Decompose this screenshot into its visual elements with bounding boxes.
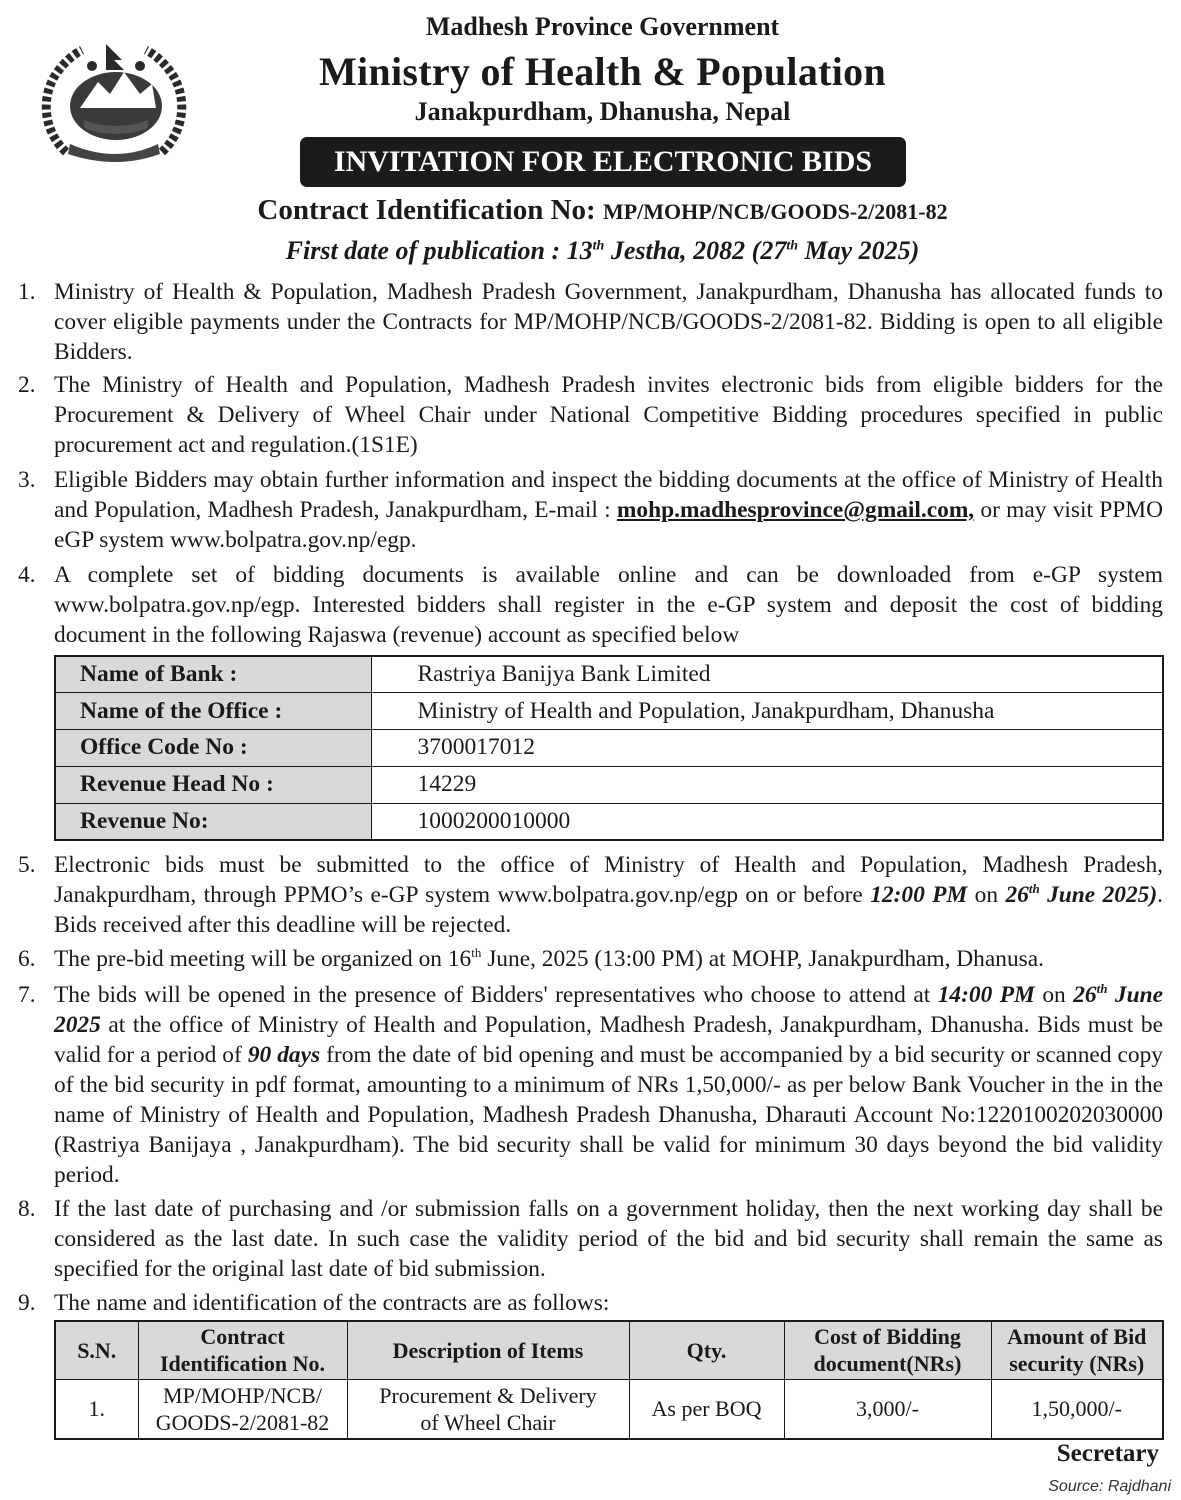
table-value: 1000200010000 <box>371 803 1163 840</box>
clause-text: or may visit PPMO eGP system www.bolpatra.gov.np/egp. <box>54 497 1163 553</box>
header-line: Contract <box>200 1324 285 1350</box>
col-header-sn: S.N. <box>55 1321 138 1379</box>
table-label: Name of Bank : <box>55 656 371 693</box>
clause-number: 7. <box>18 982 36 1008</box>
publication-date <box>0 236 1181 266</box>
table-value: Rastriya Banijya Bank Limited <box>371 656 1163 693</box>
contracts-table <box>54 1320 1164 1440</box>
cell-contract-id <box>138 1379 347 1439</box>
table-row <box>55 656 1163 693</box>
table-row <box>55 1379 1163 1439</box>
validity-days: 90 days <box>247 1042 321 1068</box>
ordinal-sup: th <box>1028 881 1040 897</box>
pub-date-end: May 2025) <box>798 236 920 265</box>
contract-id-number: MP/MOHP/NCB/GOODS-2/2081-82 <box>602 199 948 224</box>
header-line: Identification No. <box>160 1351 325 1377</box>
table-value: Ministry of Health and Population, Janakpurdham, Dhanusha <box>371 693 1163 730</box>
clause-number: 2. <box>18 372 36 398</box>
source-credit: Source: Rajdhani <box>1048 1478 1171 1495</box>
contract-id-label: Contract Identification No: <box>257 194 596 226</box>
clause-text: . Bids received after this deadline will be rejected. <box>54 882 1163 938</box>
clause-3 <box>18 465 1163 555</box>
pub-date-label: First date of publication : 13 <box>285 236 593 265</box>
clause-8 <box>18 1194 1163 1284</box>
ordinal-sup: th <box>1096 981 1108 997</box>
clause-number: 1. <box>18 279 36 305</box>
cell-line: MP/MOHP/NCB/ <box>163 1382 322 1408</box>
deadline-date: 26 <box>1005 882 1029 908</box>
clause-2 <box>18 370 1163 460</box>
invitation-banner: INVITATION FOR ELECTRONIC BIDS <box>300 137 906 187</box>
clause-text: from the date of bid opening and must be accompanied by a bid security or scanned copy of the bid security in pdf format, amounting to a minimum of NRs 1,50,000/- as per below Bank Voucher in the in the name of Ministry of Health and Population, Madhesh Pradesh Dhanusha, Dharauti Account No:1220100202030000 (Rastriya Banijaya , Janakpurdham). The bid security shall be valid for minimum 30 days beyond the bid validity period. <box>54 1042 1164 1188</box>
clause-number: 9. <box>18 1290 36 1316</box>
header-line: document(NRs) <box>813 1351 962 1377</box>
clause-text: The bids will be opened in the presence of Bidders' representatives who choose to attend at <box>54 982 938 1008</box>
table-label: Name of the Office : <box>55 693 371 730</box>
clause-text: at the office of Ministry of Health and Population, Madhesh Pradesh, Janakpurdham, Dhanusha. Bids must be valid for a period of <box>54 1012 1163 1068</box>
clause-text: If the last date of purchasing and /or submission falls on a government holiday, then the next working day shall be considered as the last date. In such case the validity period of the bid and bid security shall remain the same as specified for the original last date of bid submission. <box>54 1196 1163 1282</box>
table-label: Revenue Head No : <box>55 766 371 803</box>
clause-text: Eligible Bidders may obtain further information and inspect the bidding documents at the office of Ministry of Health and Population, Madhesh Pradesh, Janakpurdham, E-mail : <box>54 467 1163 523</box>
clause-text: The Ministry of Health and Population, Madhesh Pradesh invites electronic bids from eligible bidders for the Procurement & Delivery of Wheel Chair under National Competitive Bidding procedures specified in public procurement act and regulation.(1S1E) <box>54 372 1163 458</box>
clause-6 <box>18 944 1163 974</box>
col-header-qty: Qty. <box>629 1321 784 1379</box>
clause-text: The name and identification of the contracts are as follows: <box>54 1290 610 1316</box>
table-row <box>55 730 1163 767</box>
table-row <box>55 803 1163 840</box>
header-line: security (NRs) <box>1009 1351 1145 1377</box>
contract-identification <box>0 194 1181 227</box>
clause-text: Electronic bids must be submitted to the office of Ministry of Health and Population, Madhesh Pradesh, Janakpurdham, through PPMO’s e-GP system www.bolpatra.gov.np/egp on or before <box>54 852 1163 908</box>
clause-5 <box>18 850 1163 940</box>
clause-number: 6. <box>18 946 36 972</box>
revenue-account-table <box>54 655 1164 841</box>
cell-amount: 1,50,000/- <box>991 1379 1163 1439</box>
clause-9 <box>18 1288 1163 1318</box>
deadline-time: 12:00 PM <box>870 882 968 908</box>
clause-text: A complete set of bidding documents is available online and can be downloaded from e-GP system www.bolpatra.gov.np/egp. Interested bidders shall register in the e-GP system and deposit the cost of bidding document in the following Rajaswa (revenue) account as specified below <box>54 562 1163 648</box>
col-header-amount <box>991 1321 1163 1379</box>
cell-description <box>347 1379 629 1439</box>
clause-number: 5. <box>18 852 36 878</box>
clause-number: 3. <box>18 467 36 493</box>
email-link[interactable]: mohp.madhesprovince@gmail.com, <box>616 497 975 523</box>
clause-text: on <box>1034 982 1074 1008</box>
pub-date-mid: Jestha, 2082 (27 <box>604 236 787 265</box>
province-government-title: Madhesh Province Government <box>425 12 780 41</box>
ministry-title: Ministry of Health & Population <box>318 49 887 94</box>
deadline-date: June 2025) <box>1039 882 1158 908</box>
opening-time: 14:00 PM <box>937 982 1035 1008</box>
table-value: 14229 <box>371 766 1163 803</box>
col-header-contract-id <box>138 1321 347 1379</box>
clause-text: The pre-bid meeting will be organized on 16 <box>54 946 472 972</box>
clause-text: on <box>967 882 1006 908</box>
col-header-cost <box>784 1321 991 1379</box>
opening-date: 26 <box>1073 982 1097 1008</box>
cell-qty: As per BOQ <box>629 1379 784 1439</box>
cell-line: GOODS-2/2081-82 <box>155 1409 330 1435</box>
clause-text: June, 2025 (13:00 PM) at MOHP, Janakpurdham, Dhanusa. <box>481 946 1044 972</box>
clause-number: 8. <box>18 1196 36 1222</box>
cell-cost: 3,000/- <box>784 1379 991 1439</box>
opening-date: June 2025 <box>54 982 1163 1038</box>
table-row <box>55 766 1163 803</box>
table-label: Office Code No : <box>55 730 371 767</box>
ordinal-sup: th <box>471 945 482 961</box>
table-header-row <box>55 1321 1163 1379</box>
cell-line: of Wheel Chair <box>420 1409 556 1435</box>
pub-date-sup: th <box>786 238 798 254</box>
cell-line: Procurement & Delivery <box>379 1382 597 1408</box>
table-label: Revenue No: <box>55 803 371 840</box>
clause-1 <box>18 277 1163 367</box>
header-line: Cost of Bidding <box>814 1324 961 1350</box>
pub-date-sup: th <box>592 238 605 254</box>
signatory: Secretary <box>1056 1440 1159 1467</box>
table-row <box>55 693 1163 730</box>
clause-4 <box>18 560 1163 650</box>
cell-sn: 1. <box>55 1379 138 1439</box>
clause-number: 4. <box>18 562 36 588</box>
header-line: Amount of Bid <box>1007 1324 1147 1350</box>
ministry-location: Janakpurdham, Dhanusha, Nepal <box>414 97 791 126</box>
table-value: 3700017012 <box>371 730 1163 767</box>
clause-text: Ministry of Health & Population, Madhesh Pradesh Government, Janakpurdham, Dhanusha has allocated funds to cover eligible payments under the Contracts for MP/MOHP/NCB/GOODS-2/2081-82. Bidding is open to all eligible Bidders. <box>54 279 1163 365</box>
clause-7 <box>18 980 1164 1190</box>
col-header-description: Description of Items <box>347 1321 629 1379</box>
